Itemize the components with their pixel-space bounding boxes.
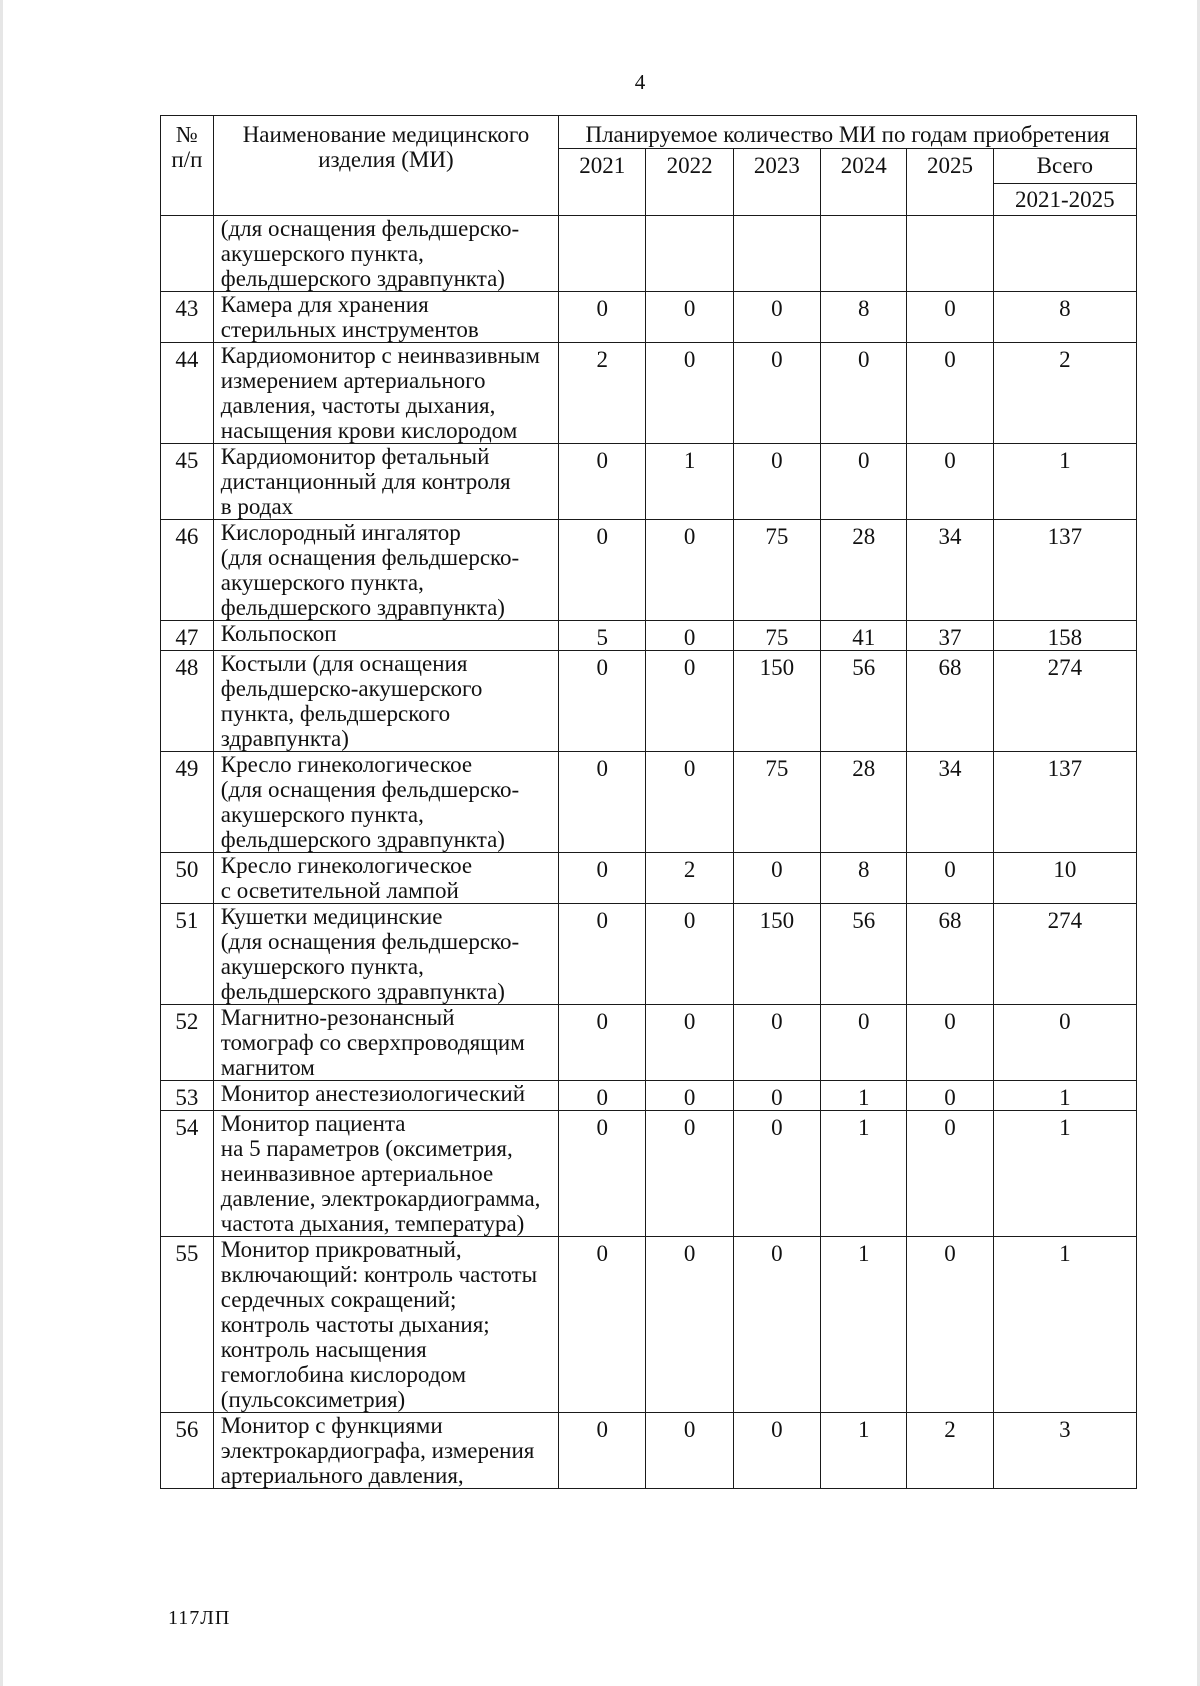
qty-total: 1 [993,1111,1136,1237]
table-row [161,1005,1137,1081]
qty-2021: 0 [559,904,646,1005]
qty-2023: 150 [733,651,820,752]
qty-total: 3 [993,1413,1136,1489]
table-row [161,343,1137,444]
qty-2021: 0 [559,520,646,621]
qty-2021: 0 [559,1005,646,1081]
qty-2022: 0 [646,1111,733,1237]
row-number: 47 [161,621,214,651]
header-year-2023: 2023 [733,149,820,216]
qty-2022: 0 [646,752,733,853]
device-name: Кардиомонитор фетальный дистанционный для контроля в родах [213,444,558,520]
qty-total: 1 [993,444,1136,520]
qty-2022: 0 [646,621,733,651]
row-number: 52 [161,1005,214,1081]
qty-2024 [821,216,907,292]
table-row [161,520,1137,621]
table-row [161,752,1137,853]
qty-2021: 0 [559,651,646,752]
table-row [161,1237,1137,1413]
qty-2022: 0 [646,343,733,444]
device-name: Монитор пациента на 5 параметров (оксиметрия, неинвазивное артериальное давление, электрокардиограмма, частота дыхания, температура) [213,1111,558,1237]
qty-2023: 0 [733,1081,820,1111]
qty-2022: 0 [646,292,733,343]
qty-2024: 41 [821,621,907,651]
row-number: 56 [161,1413,214,1489]
qty-2021: 0 [559,444,646,520]
qty-total: 1 [993,1081,1136,1111]
qty-2024: 56 [821,651,907,752]
qty-2025: 0 [907,853,993,904]
qty-2025: 68 [907,651,993,752]
qty-2025: 34 [907,520,993,621]
qty-2022: 0 [646,1237,733,1413]
row-number: 45 [161,444,214,520]
table-row [161,444,1137,520]
qty-2024: 28 [821,520,907,621]
qty-2021: 0 [559,853,646,904]
qty-total: 274 [993,904,1136,1005]
qty-2025: 68 [907,904,993,1005]
qty-2021: 0 [559,1111,646,1237]
qty-2025: 0 [907,1005,993,1081]
table-row [161,853,1137,904]
row-number: 55 [161,1237,214,1413]
qty-2021: 0 [559,1081,646,1111]
table-header [161,116,1137,216]
table-row [161,1413,1137,1489]
footer-code: 117ЛП [168,1607,231,1629]
qty-2024: 56 [821,904,907,1005]
device-name: Кислородный ингалятор (для оснащения фельдшерско- акушерского пункта, фельдшерского здравпункта) [213,520,558,621]
row-number: 44 [161,343,214,444]
qty-2023: 0 [733,1237,820,1413]
header-num: № п/п [161,116,214,216]
device-name: (для оснащения фельдшерско- акушерского пункта, фельдшерского здравпункта) [213,216,558,292]
table-body [161,216,1137,1489]
qty-2023: 0 [733,1005,820,1081]
qty-2023: 75 [733,520,820,621]
device-name: Кардиомонитор с неинвазивным измерением артериального давления, частоты дыхания, насыщения крови кислородом [213,343,558,444]
qty-2023: 0 [733,343,820,444]
qty-2021: 2 [559,343,646,444]
header-year-2022: 2022 [646,149,733,216]
qty-2024: 1 [821,1237,907,1413]
qty-2024: 1 [821,1111,907,1237]
header-year-2024: 2024 [821,149,907,216]
row-number: 49 [161,752,214,853]
qty-2023: 0 [733,444,820,520]
table-row [161,1081,1137,1111]
table-row [161,292,1137,343]
qty-2025: 0 [907,1237,993,1413]
scan-edge-left [0,0,3,1686]
qty-2021: 0 [559,292,646,343]
device-name: Кресло гинекологическое с осветительной лампой [213,853,558,904]
qty-2021: 0 [559,1413,646,1489]
table-row [161,904,1137,1005]
qty-2024: 0 [821,444,907,520]
qty-2023: 0 [733,1413,820,1489]
qty-2025: 0 [907,1081,993,1111]
qty-2023: 150 [733,904,820,1005]
qty-total: 274 [993,651,1136,752]
table-row [161,651,1137,752]
qty-2025: 37 [907,621,993,651]
equipment-table [160,115,1137,1489]
qty-2025: 0 [907,343,993,444]
qty-2022: 0 [646,651,733,752]
header-total-range: 2021-2025 [993,184,1136,216]
qty-2023 [733,216,820,292]
qty-total: 8 [993,292,1136,343]
device-name: Кресло гинекологическое (для оснащения фельдшерско- акушерского пункта, фельдшерского здравпункта) [213,752,558,853]
row-number: 50 [161,853,214,904]
device-name: Кольпоскоп [213,621,558,651]
qty-2025 [907,216,993,292]
header-group: Планируемое количество МИ по годам приобретения [559,116,1137,149]
header-name: Наименование медицинского изделия (МИ) [213,116,558,216]
device-name: Монитор с функциями электрокардиографа, измерения артериального давления, [213,1413,558,1489]
qty-total: 137 [993,752,1136,853]
row-number: 51 [161,904,214,1005]
qty-2025: 0 [907,444,993,520]
qty-2025: 0 [907,292,993,343]
row-number: 43 [161,292,214,343]
qty-2025: 2 [907,1413,993,1489]
qty-2022: 0 [646,1081,733,1111]
device-name: Кушетки медицинские (для оснащения фельдшерско- акушерского пункта, фельдшерского здравпункта) [213,904,558,1005]
qty-2022: 0 [646,520,733,621]
qty-total: 0 [993,1005,1136,1081]
row-number: 53 [161,1081,214,1111]
qty-2022: 0 [646,1413,733,1489]
header-total: Всего [993,149,1136,184]
qty-2022 [646,216,733,292]
qty-2024: 1 [821,1413,907,1489]
qty-2021: 0 [559,752,646,853]
row-number: 54 [161,1111,214,1237]
header-year-2021: 2021 [559,149,646,216]
qty-2024: 28 [821,752,907,853]
qty-total: 137 [993,520,1136,621]
qty-total: 2 [993,343,1136,444]
qty-2021: 5 [559,621,646,651]
table-row [161,621,1137,651]
row-number: 46 [161,520,214,621]
device-name: Камера для хранения стерильных инструментов [213,292,558,343]
qty-total [993,216,1136,292]
qty-2025: 34 [907,752,993,853]
qty-2023: 75 [733,752,820,853]
qty-2021: 0 [559,1237,646,1413]
qty-2022: 2 [646,853,733,904]
qty-2021 [559,216,646,292]
qty-2022: 0 [646,1005,733,1081]
row-number: 48 [161,651,214,752]
device-name: Костыли (для оснащения фельдшерско-акушерского пункта, фельдшерского здравпункта) [213,651,558,752]
device-name: Монитор прикроватный, включающий: контроль частоты сердечных сокращений; контроль частоты дыхания; контроль насыщения гемоглобина кислородом (пульсоксиметрия) [213,1237,558,1413]
header-year-2025: 2025 [907,149,993,216]
page-number: 4 [634,70,646,94]
device-name: Монитор анестезиологический [213,1081,558,1111]
qty-2024: 1 [821,1081,907,1111]
qty-2022: 1 [646,444,733,520]
qty-total: 1 [993,1237,1136,1413]
qty-2024: 0 [821,1005,907,1081]
qty-2023: 0 [733,292,820,343]
qty-2023: 0 [733,1111,820,1237]
qty-2024: 8 [821,292,907,343]
table-row [161,1111,1137,1237]
device-name: Магнитно-резонансный томограф со сверхпроводящим магнитом [213,1005,558,1081]
qty-2024: 8 [821,853,907,904]
row-number [161,216,214,292]
qty-2022: 0 [646,904,733,1005]
qty-2023: 75 [733,621,820,651]
qty-2025: 0 [907,1111,993,1237]
qty-total: 158 [993,621,1136,651]
qty-total: 10 [993,853,1136,904]
qty-2024: 0 [821,343,907,444]
table-row [161,216,1137,292]
qty-2023: 0 [733,853,820,904]
